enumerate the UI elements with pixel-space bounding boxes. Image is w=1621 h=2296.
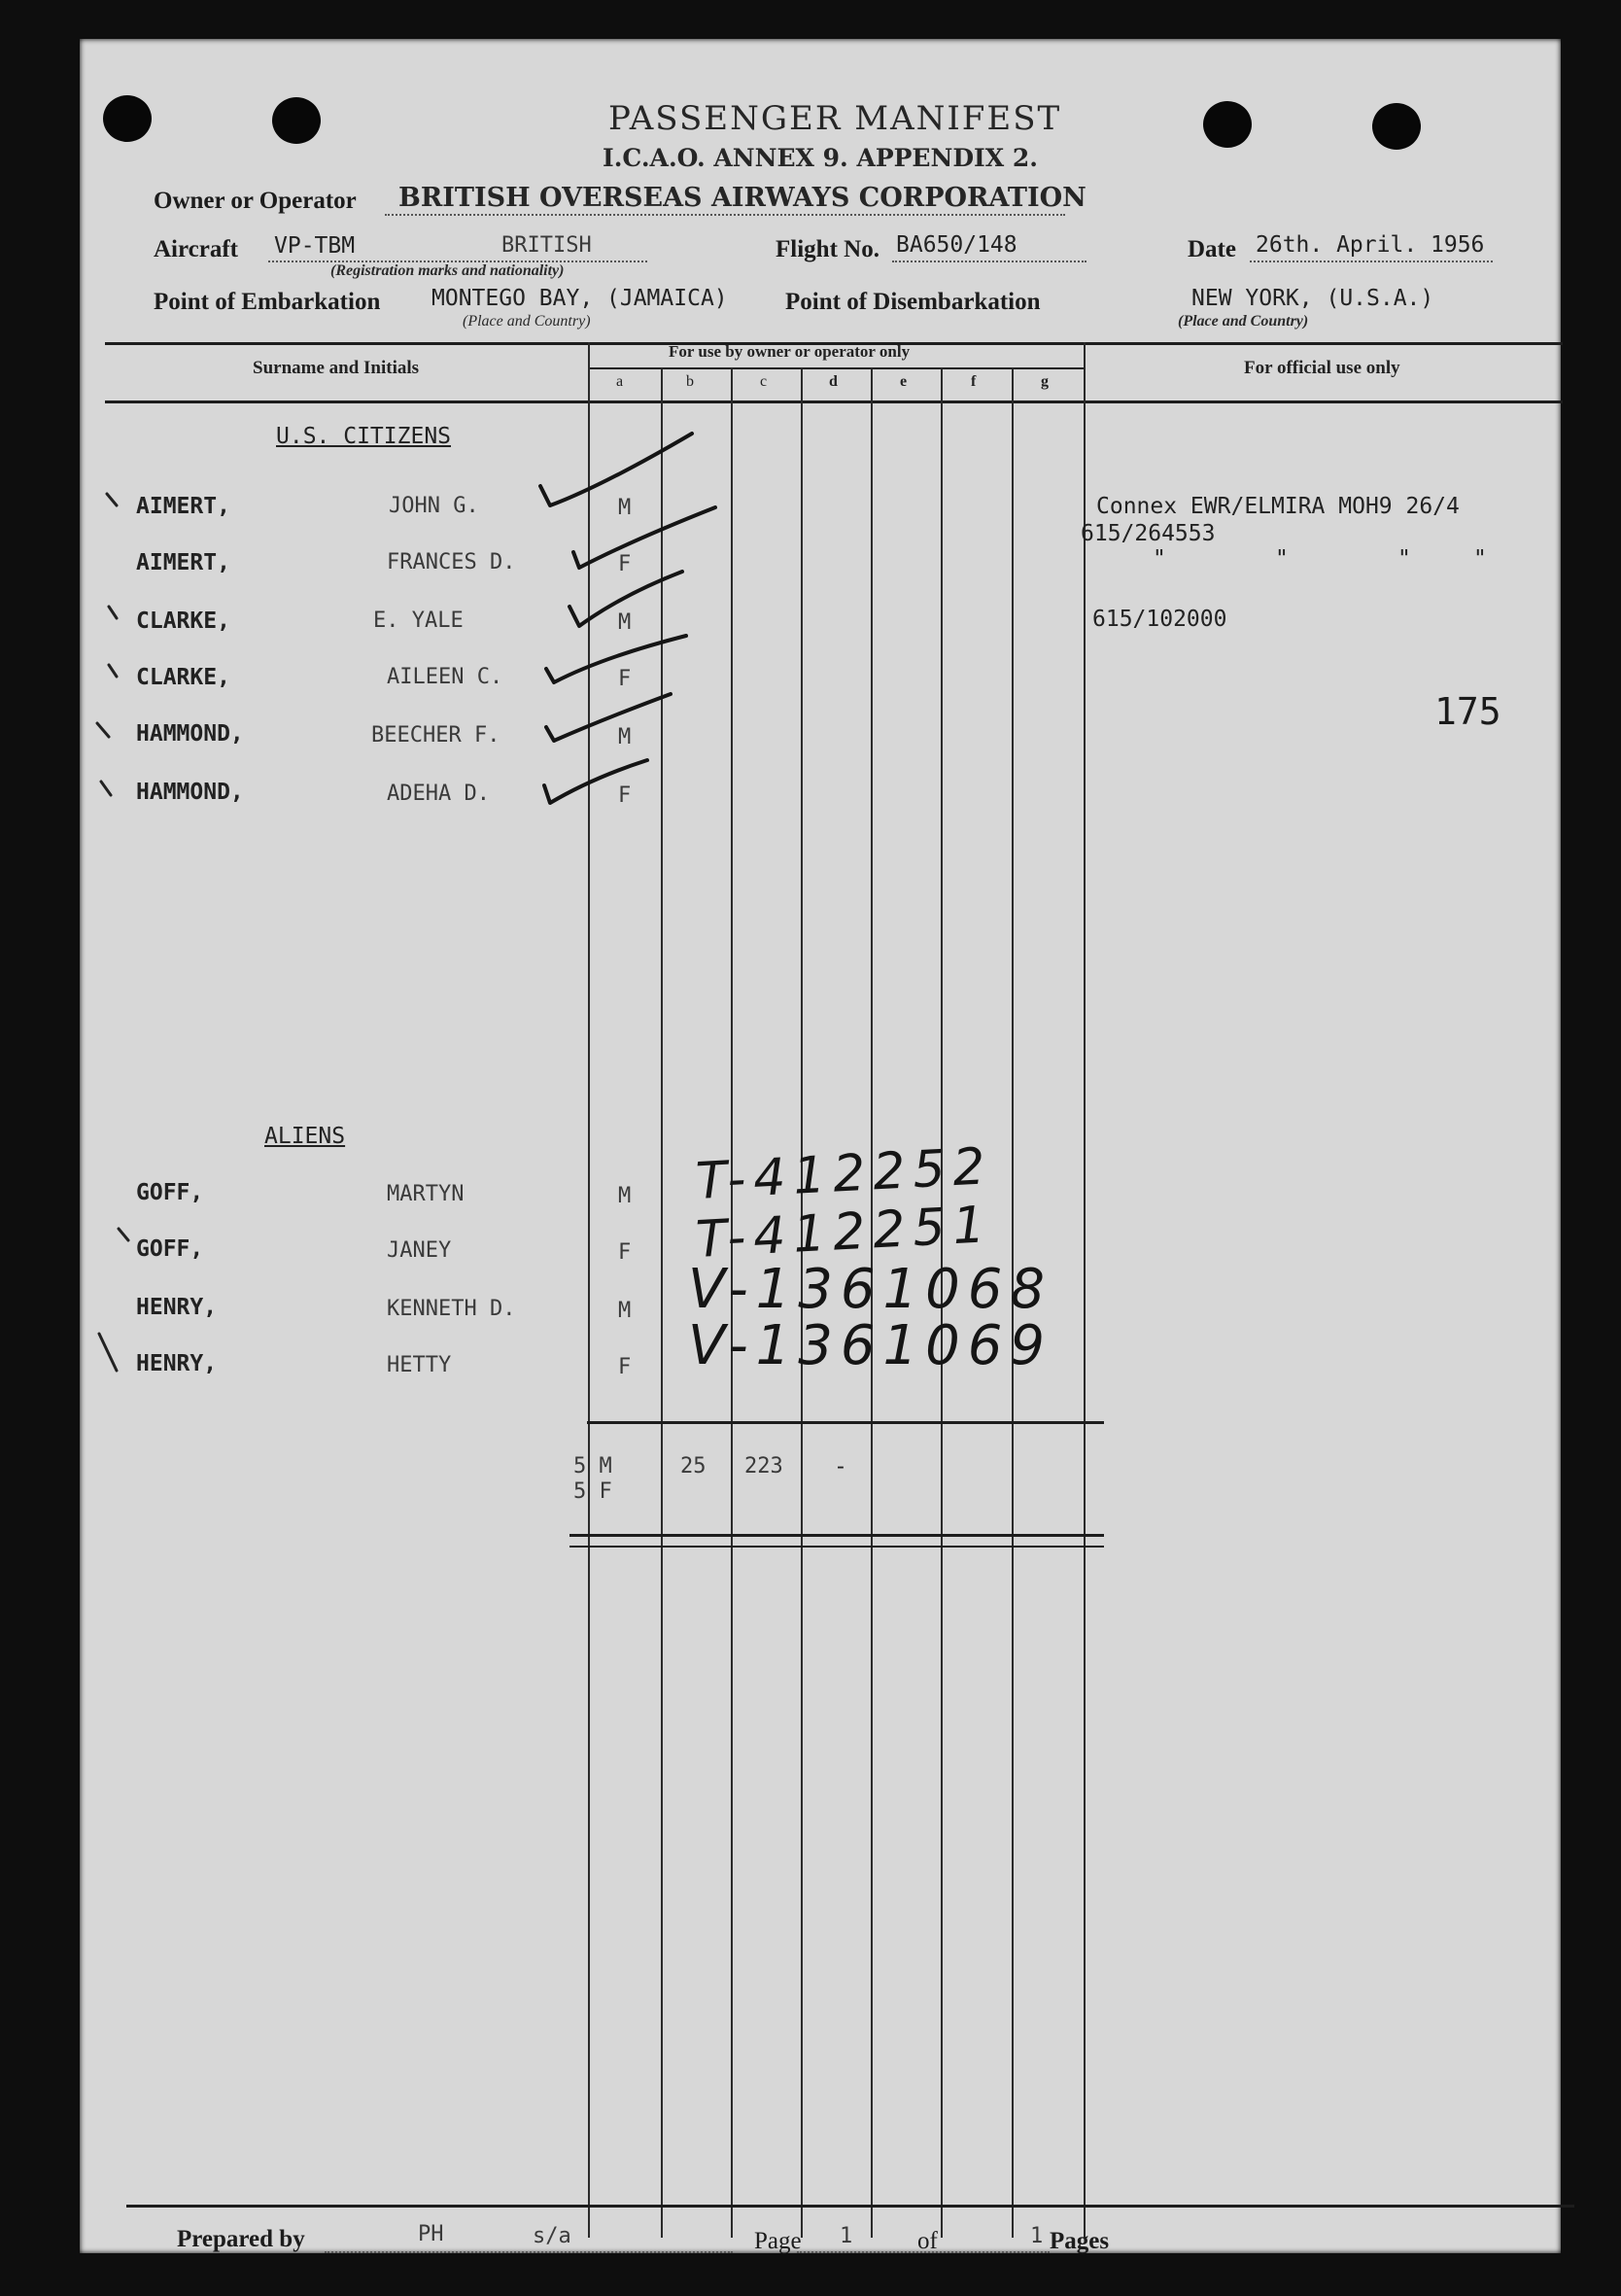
official-connex-note: Connex EWR/ELMIRA MOH9 26/4 xyxy=(1096,494,1460,519)
passenger-surname: CLARKE, xyxy=(136,665,230,690)
check-mark-icon xyxy=(573,507,715,568)
passenger-sex: F xyxy=(618,552,632,576)
passenger-surname: CLARKE, xyxy=(136,609,230,634)
passenger-given: HETTY xyxy=(387,1353,452,1377)
prepared-by-value: PH xyxy=(418,2222,444,2246)
ditto-mark: " xyxy=(1275,546,1289,572)
passport-number: T-412251 xyxy=(694,1196,994,1270)
passenger-surname: AIMERT, xyxy=(136,494,230,519)
flight-number: BA650/148 xyxy=(896,232,1017,258)
embarkation-value: MONTEGO BAY, (JAMAICA) xyxy=(431,286,728,311)
passenger-given: ADEHA D. xyxy=(387,782,490,806)
total-col-d: - xyxy=(834,1454,847,1479)
check-mark-icon xyxy=(546,694,671,741)
passenger-surname: HENRY, xyxy=(136,1351,218,1376)
disembarkation-value: NEW YORK, (U.S.A.) xyxy=(1191,286,1434,311)
passenger-given: AILEEN C. xyxy=(387,665,503,689)
subcol-g: g xyxy=(1041,373,1049,390)
passenger-given: FRANCES D. xyxy=(387,550,516,574)
passenger-given: MARTYN xyxy=(387,1182,465,1206)
totals-bottom-rule-1 xyxy=(569,1534,1104,1537)
official-ref-1: 615/264553 xyxy=(1081,521,1216,546)
owner-value: BRITISH OVERSEAS AIRWAYS CORPORATION xyxy=(398,183,1086,213)
date-label: Date xyxy=(1188,236,1236,262)
aircraft-registration: VP-TBM xyxy=(274,233,356,259)
owner-label: Owner or Operator xyxy=(154,188,357,214)
passenger-sex: F xyxy=(618,1355,632,1379)
tick-mark-icon xyxy=(109,607,117,618)
passport-number: V-1361069 xyxy=(688,1314,1053,1377)
check-mark-icon xyxy=(546,636,686,682)
aircraft-nationality: BRITISH xyxy=(501,233,592,258)
tick-mark-icon xyxy=(99,1334,117,1371)
passenger-surname: HAMMOND, xyxy=(136,780,244,805)
passenger-sex: M xyxy=(618,610,632,635)
aircraft-label: Aircraft xyxy=(154,236,238,262)
totals-bottom-rule-2 xyxy=(569,1546,1104,1548)
passenger-given: JOHN G. xyxy=(389,494,479,518)
of-label: of xyxy=(917,2228,938,2254)
page-total: 1 xyxy=(1030,2224,1044,2248)
ditto-mark: " xyxy=(1397,546,1411,572)
col-header-owner: For use by owner or operator only xyxy=(669,342,911,361)
tick-mark-icon xyxy=(101,782,111,795)
official-ref-2: 615/102000 xyxy=(1092,607,1227,632)
total-col-c: 223 xyxy=(744,1454,783,1478)
passenger-given: JANEY xyxy=(387,1238,452,1263)
embarkation-label: Point of Embarkation xyxy=(154,289,381,315)
ditto-mark: " xyxy=(1153,546,1166,572)
disembarkation-note: (Place and Country) xyxy=(1178,313,1309,330)
ditto-mark: " xyxy=(1473,546,1487,572)
check-mark-icon xyxy=(540,434,692,505)
col-header-official: For official use only xyxy=(1244,358,1400,378)
section-us-citizens: U.S. CITIZENS xyxy=(276,424,452,449)
passenger-sex: F xyxy=(618,783,632,808)
passenger-surname: AIMERT, xyxy=(136,550,230,575)
passenger-sex: F xyxy=(618,1240,632,1265)
check-mark-icon xyxy=(569,572,682,626)
date-value: 26th. April. 1956 xyxy=(1256,232,1485,258)
passenger-sex: M xyxy=(618,1184,632,1208)
passenger-sex: M xyxy=(618,725,632,749)
page-label: Page xyxy=(754,2228,802,2254)
page-underline xyxy=(797,2251,1050,2253)
disembarkation-label: Point of Disembarkation xyxy=(785,289,1041,315)
official-stamp-number: 175 xyxy=(1434,690,1501,733)
passport-number: V-1361068 xyxy=(688,1258,1053,1321)
total-col-b: 25 xyxy=(680,1454,707,1478)
tick-mark-icon xyxy=(107,494,117,505)
passenger-sex: F xyxy=(618,667,632,691)
passenger-given: E. YALE xyxy=(373,609,464,633)
subcol-f: f xyxy=(971,373,977,390)
col-header-surname: Surname and Initials xyxy=(253,358,420,378)
subcol-a: a xyxy=(616,373,624,390)
passport-number: T-412252 xyxy=(694,1137,994,1211)
prepared-by-sa: s/a xyxy=(533,2224,571,2248)
passenger-given: BEECHER F. xyxy=(371,723,500,748)
passenger-surname: HAMMOND, xyxy=(136,721,244,747)
prepared-by-underline xyxy=(325,2251,733,2253)
footer-rule xyxy=(126,2205,1574,2208)
passenger-surname: GOFF, xyxy=(136,1180,204,1205)
page-number: 1 xyxy=(840,2224,853,2248)
section-aliens: ALIENS xyxy=(264,1124,346,1149)
tick-mark-icon xyxy=(119,1229,128,1240)
subcol-c: c xyxy=(760,373,768,390)
passenger-given: KENNETH D. xyxy=(387,1297,516,1321)
passenger-sex: M xyxy=(618,496,632,520)
flight-label: Flight No. xyxy=(776,236,879,262)
total-male: 5 M xyxy=(573,1454,612,1478)
passenger-sex: M xyxy=(618,1299,632,1323)
tick-mark-icon xyxy=(97,723,109,737)
check-mark-icon xyxy=(544,760,647,803)
subcol-d: d xyxy=(829,373,838,390)
total-female: 5 F xyxy=(573,1479,612,1504)
embarkation-note: (Place and Country) xyxy=(463,313,591,330)
subcol-e: e xyxy=(900,373,908,390)
passenger-surname: HENRY, xyxy=(136,1295,218,1320)
tick-mark-icon xyxy=(109,665,117,677)
document-subtitle: I.C.A.O. ANNEX 9. APPENDIX 2. xyxy=(603,144,1038,172)
document-title: PASSENGER MANIFEST xyxy=(608,99,1062,138)
prepared-by-label: Prepared by xyxy=(177,2226,305,2252)
pages-label: Pages xyxy=(1050,2228,1110,2254)
registration-note: (Registration marks and nationality) xyxy=(330,262,565,279)
subcol-b: b xyxy=(686,373,694,390)
totals-top-rule xyxy=(587,1421,1104,1424)
passenger-surname: GOFF, xyxy=(136,1236,204,1262)
